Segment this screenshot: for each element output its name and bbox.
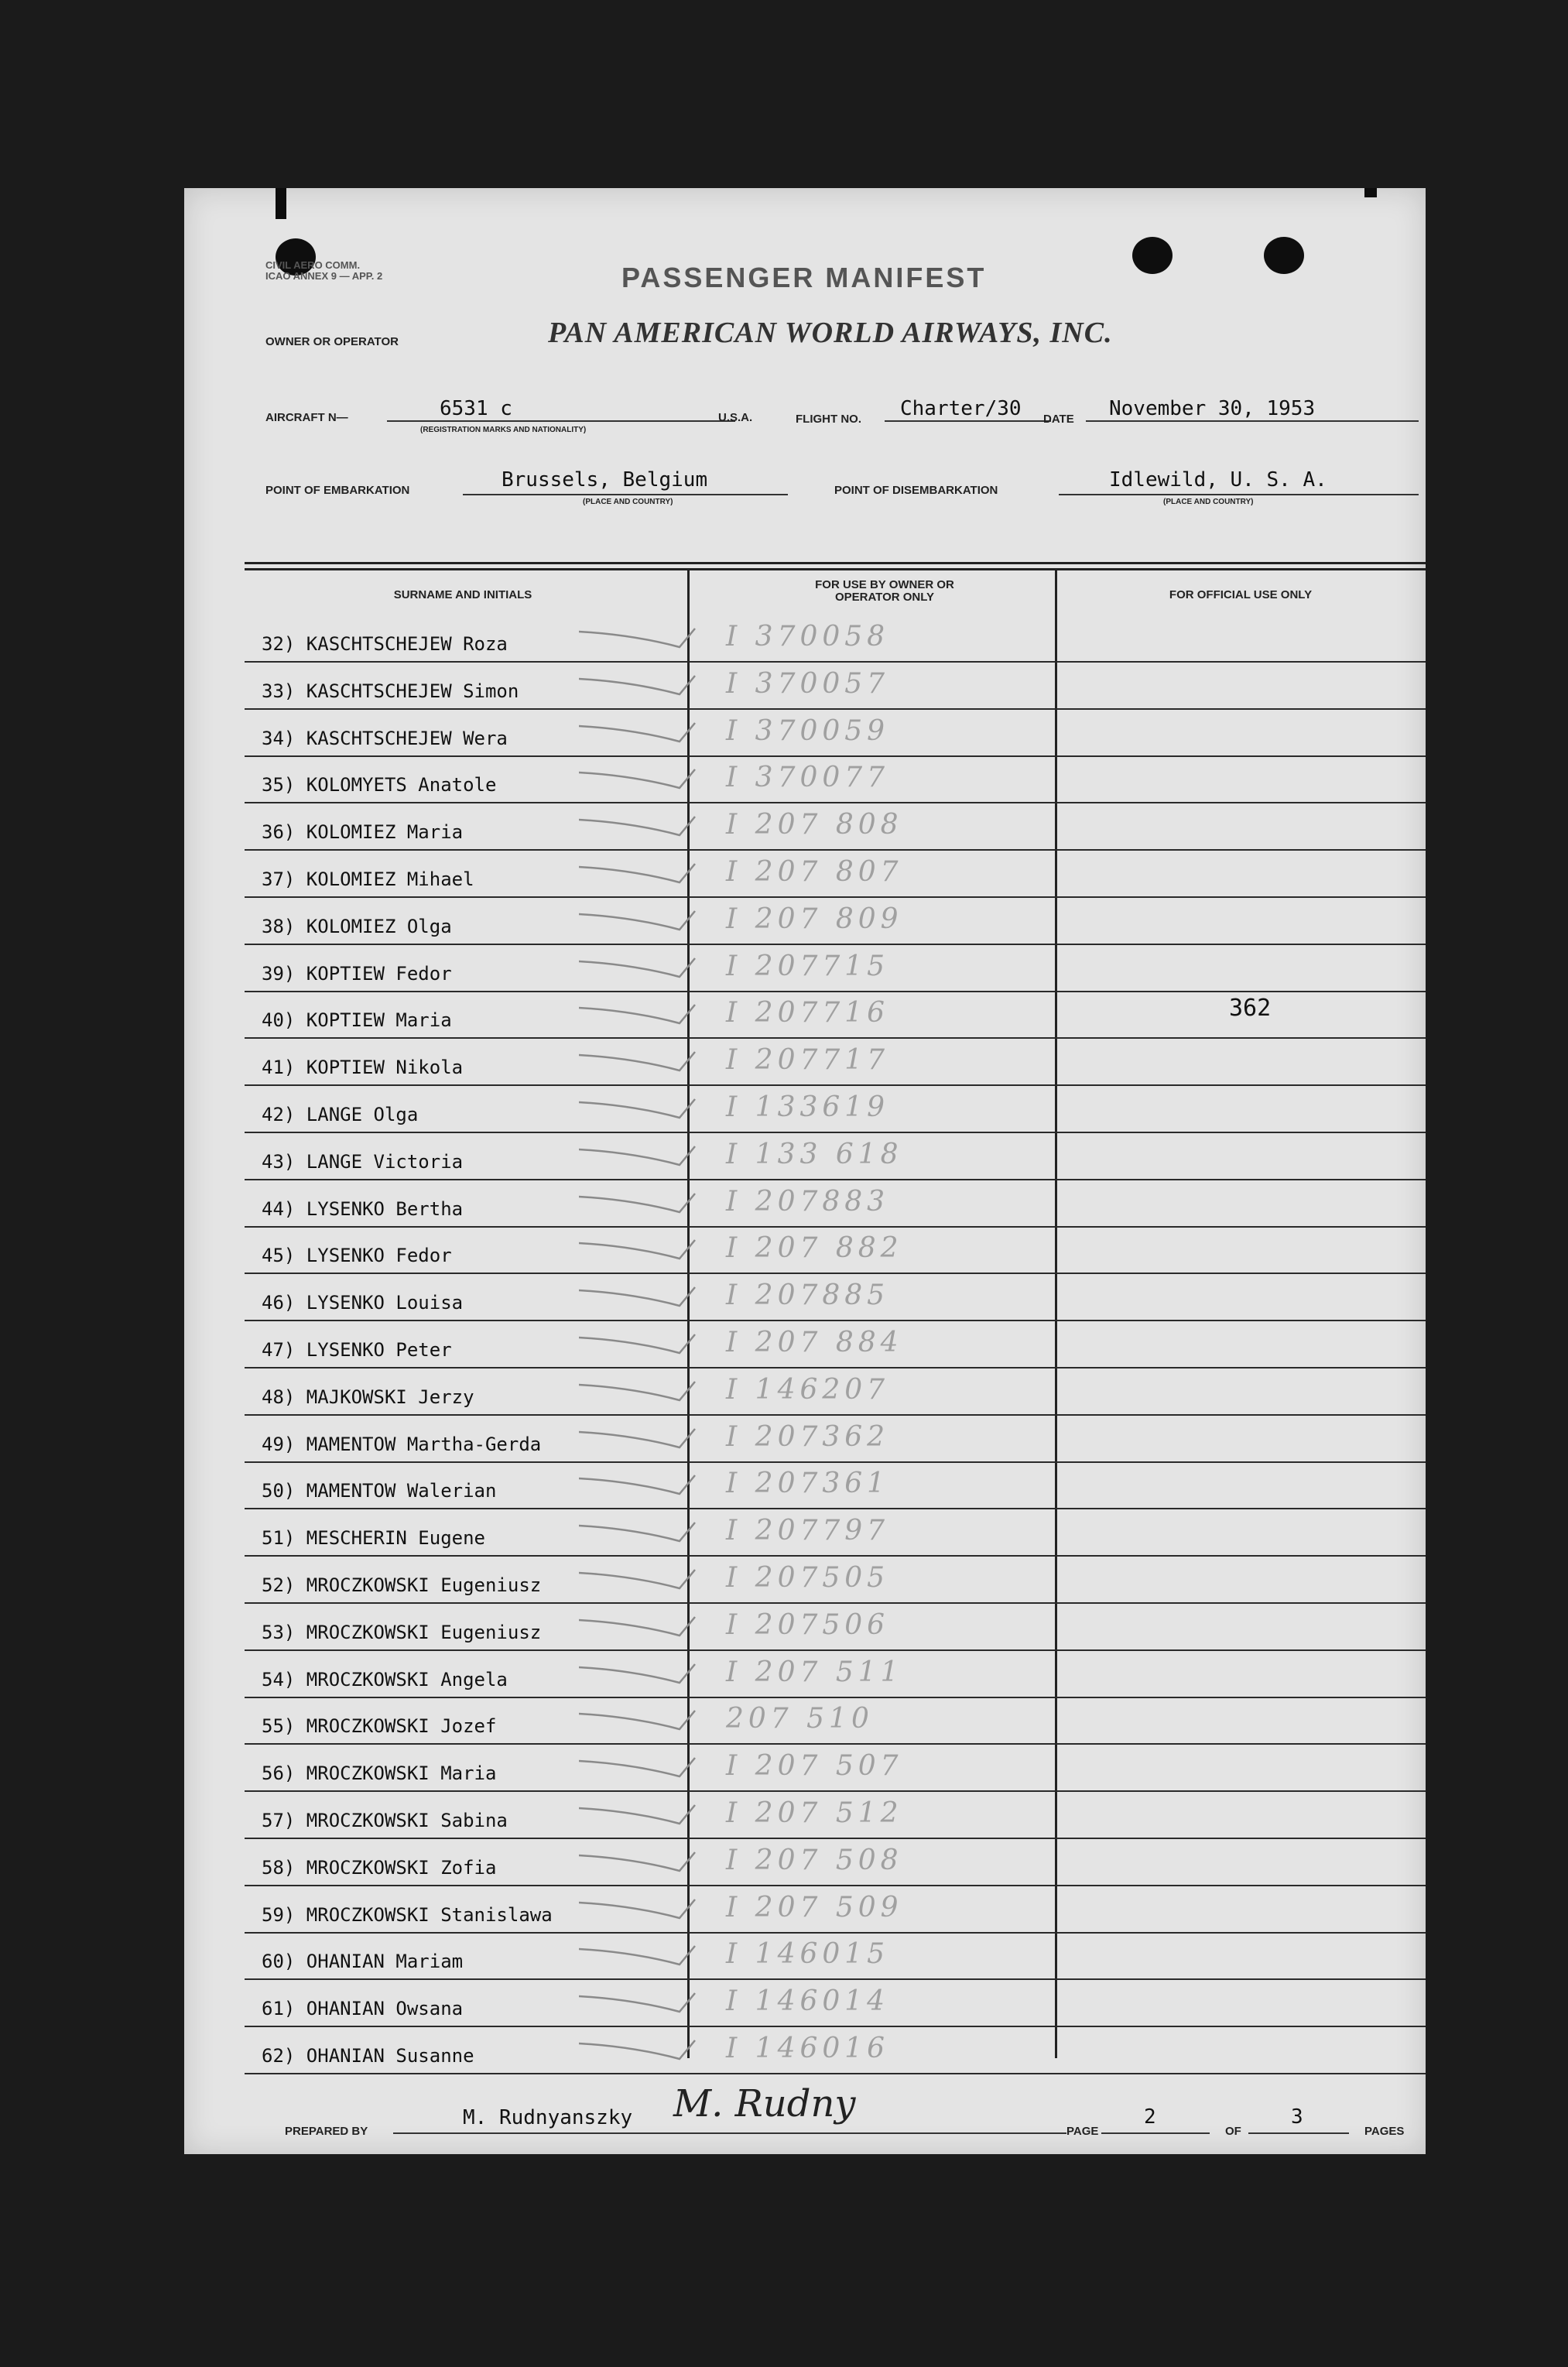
check-mark-icon: [579, 1944, 703, 1968]
row-rule: [245, 802, 1426, 803]
row-rule: [245, 1697, 1426, 1698]
passenger-name: 51) MESCHERIN Eugene: [262, 1527, 485, 1550]
check-mark-icon: [579, 1427, 703, 1451]
row-rule: [245, 2073, 1426, 2074]
ink-speck: [1364, 188, 1377, 197]
check-mark-icon: [579, 768, 703, 791]
operator-number: I 146014: [726, 1985, 890, 2018]
passenger-name: 35) KOLOMYETS Anatole: [262, 774, 497, 796]
of-label: OF: [1225, 2125, 1241, 2138]
pages-label: PAGES: [1364, 2125, 1405, 2138]
flight-date: November 30, 1953: [1109, 397, 1316, 420]
flight-label: FLIGHT NO.: [796, 413, 861, 426]
row-rule: [245, 944, 1426, 945]
row-rule: [245, 1649, 1426, 1651]
check-mark-icon: [579, 1145, 703, 1168]
embarkation-label: POINT OF EMBARKATION: [265, 484, 410, 497]
check-mark-icon: [579, 1050, 703, 1074]
operator-number: I 146015: [726, 1938, 890, 1971]
check-mark-icon: [579, 1003, 703, 1026]
check-mark-icon: [579, 674, 703, 697]
aircraft-label: AIRCRAFT N—: [265, 411, 348, 424]
operator-number: I 207 884: [726, 1327, 903, 1358]
check-mark-icon: [579, 957, 703, 980]
row-rule: [245, 1790, 1426, 1792]
header-official: FOR OFFICIAL USE ONLY: [1169, 588, 1313, 601]
form-reference: [265, 260, 382, 282]
flight-underline: [885, 420, 1051, 422]
header-operator: FOR USE BY OWNER OR OPERATOR ONLY: [815, 578, 954, 604]
operator-number: I 207 512: [726, 1797, 903, 1829]
passenger-name: 53) MROCZKOWSKI Eugeniusz: [262, 1621, 542, 1643]
row-rule: [245, 1885, 1426, 1886]
check-mark-icon: [579, 1992, 703, 2015]
passenger-name: 62) OHANIAN Susanne: [262, 2045, 474, 2067]
check-mark-icon: [579, 1709, 703, 1732]
row-rule: [245, 1555, 1426, 1557]
column-divider: [1055, 568, 1057, 2058]
operator-number: I 207 807: [726, 856, 903, 888]
row-rule: [245, 849, 1426, 851]
row-rule: [245, 755, 1426, 757]
check-mark-icon: [579, 1804, 703, 1827]
check-mark-icon: [579, 1898, 703, 1921]
passenger-name: 54) MROCZKOWSKI Angela: [262, 1668, 508, 1690]
table-top-rule: [245, 568, 1426, 570]
check-mark-icon: [579, 1756, 703, 1780]
passenger-name: 59) MROCZKOWSKI Stanislawa: [262, 1903, 553, 1926]
date-label: DATE: [1043, 413, 1074, 426]
passenger-name: 46) LYSENKO Louisa: [262, 1292, 464, 1314]
column-divider: [687, 568, 690, 2058]
prepared-underline: [393, 2132, 1066, 2134]
page-label: PAGE: [1066, 2125, 1099, 2138]
date-underline: [1086, 420, 1419, 422]
header-surname: SURNAME AND INITIALS: [393, 588, 532, 601]
row-rule: [245, 1084, 1426, 1086]
operator-number: I 146016: [726, 2033, 890, 2064]
row-rule: [245, 708, 1426, 710]
check-mark-icon: [579, 1098, 703, 1121]
row-rule: [245, 1461, 1426, 1463]
embarkation-underline: [463, 494, 788, 495]
total-pages: 3: [1291, 2105, 1303, 2129]
embarkation-sublabel: (PLACE AND COUNTRY): [583, 498, 673, 506]
row-rule: [245, 661, 1426, 663]
operator-number: I 207 508: [726, 1844, 903, 1876]
passenger-name: 55) MROCZKOWSKI Jozef: [262, 1715, 497, 1738]
operator-number: I 207797: [726, 1515, 890, 1547]
passenger-name: 43) LANGE Victoria: [262, 1150, 464, 1173]
operator-number: I 207716: [726, 997, 890, 1029]
passenger-name: 61) OHANIAN Owsana: [262, 1998, 464, 2020]
passenger-name: 60) OHANIAN Mariam: [262, 1951, 464, 1973]
check-mark-icon: [579, 721, 703, 745]
row-rule: [245, 1179, 1426, 1180]
check-mark-icon: [579, 862, 703, 885]
passenger-name: 41) KOPTIEW Nikola: [262, 1057, 464, 1079]
nation-label: U.S.A.: [718, 411, 753, 424]
disembarkation-underline: [1059, 494, 1419, 495]
row-rule: [245, 1132, 1426, 1133]
operator-number: I 370058: [726, 621, 890, 653]
operator-number: I 207 509: [726, 1891, 903, 1923]
passenger-name: 57) MROCZKOWSKI Sabina: [262, 1810, 508, 1831]
operator-number: I 370077: [726, 762, 890, 794]
signature: M. Rudny: [673, 2082, 856, 2126]
prepared-label: PREPARED BY: [285, 2125, 368, 2138]
owner-label: OWNER OR OPERATOR: [265, 335, 399, 348]
passenger-name: 50) MAMENTOW Walerian: [262, 1480, 497, 1502]
passenger-name: 40) KOPTIEW Maria: [262, 1009, 452, 1032]
check-mark-icon: [579, 909, 703, 933]
passenger-name: 58) MROCZKOWSKI Zofia: [262, 1856, 497, 1879]
prepared-by: M. Rudnyanszky: [463, 2106, 633, 2129]
operator-number: I 146207: [726, 1373, 890, 1406]
manifest-title: PASSENGER MANIFEST: [621, 262, 987, 293]
check-mark-icon: [579, 1521, 703, 1544]
passenger-name: 38) KOLOMIEZ Olga: [262, 915, 452, 937]
passenger-name: 56) MROCZKOWSKI Maria: [262, 1762, 497, 1785]
operator-number: I 207717: [726, 1044, 890, 1077]
aircraft-value: 6531 c: [440, 397, 512, 420]
operator-number: I 207362: [726, 1420, 890, 1453]
passenger-name: 32) KASCHTSCHEJEW Roza: [262, 633, 508, 655]
row-rule: [245, 1932, 1426, 1934]
form-reference-line: CIVIL AERO COMM.: [265, 259, 361, 271]
row-rule: [245, 1414, 1426, 1416]
operator-number: I 207885: [726, 1279, 890, 1312]
disembarkation-sublabel: (PLACE AND COUNTRY): [1163, 498, 1254, 506]
manifest-page: [184, 188, 1426, 2154]
punch-hole: [1132, 237, 1173, 274]
aircraft-underline: [387, 420, 735, 422]
operator-number: I 370059: [726, 714, 890, 747]
row-rule: [245, 1838, 1426, 1839]
operator-number: I 133 618: [726, 1138, 903, 1170]
check-mark-icon: [579, 815, 703, 838]
passenger-name: 37) KOLOMIEZ Mihael: [262, 868, 474, 890]
passenger-name: 36) KOLOMIEZ Maria: [262, 821, 464, 844]
operator-number: I 207 808: [726, 809, 903, 841]
check-mark-icon: [579, 1474, 703, 1497]
row-rule: [245, 1743, 1426, 1745]
passenger-name: 45) LYSENKO Fedor: [262, 1245, 452, 1267]
operator-number: I 207 511: [726, 1656, 903, 1688]
operator-number: I 133619: [726, 1091, 890, 1123]
operator-number: I 207883: [726, 1185, 890, 1218]
punch-hole: [1264, 237, 1304, 274]
row-rule: [245, 1226, 1426, 1228]
passenger-name: 42) LANGE Olga: [262, 1104, 419, 1125]
row-rule: [245, 991, 1426, 992]
aircraft-sublabel: (REGISTRATION MARKS AND NATIONALITY): [420, 426, 587, 434]
row-rule: [245, 1508, 1426, 1509]
row-rule: [245, 1320, 1426, 1321]
row-rule: [245, 1978, 1426, 1980]
passenger-name: 47) LYSENKO Peter: [262, 1339, 452, 1361]
embarkation-value: Brussels, Belgium: [502, 468, 708, 492]
passenger-name: 34) KASCHTSCHEJEW Wera: [262, 727, 508, 749]
page-underline: [1101, 2132, 1210, 2134]
operator-number: I 207361: [726, 1468, 890, 1500]
check-mark-icon: [579, 1380, 703, 1403]
operator-number: I 207506: [726, 1608, 890, 1641]
check-mark-icon: [579, 1568, 703, 1591]
operator-number: I 370057: [726, 667, 890, 700]
ink-speck: [276, 188, 286, 219]
row-rule: [245, 1602, 1426, 1604]
operator-number: 207 510: [726, 1703, 874, 1735]
operator-number: I 207 809: [726, 903, 903, 935]
form-reference-line: ICAO ANNEX 9 — APP. 2: [265, 270, 383, 282]
check-mark-icon: [579, 1333, 703, 1356]
check-mark-icon: [579, 1286, 703, 1309]
total-underline: [1248, 2132, 1349, 2134]
row-rule: [245, 2026, 1426, 2027]
operator-number: I 207 882: [726, 1232, 903, 1265]
check-mark-icon: [579, 1663, 703, 1686]
check-mark-icon: [579, 1238, 703, 1262]
row-rule: [245, 896, 1426, 898]
passenger-name: 49) MAMENTOW Martha-Gerda: [262, 1433, 542, 1455]
check-mark-icon: [579, 1192, 703, 1215]
row-rule: [245, 1273, 1426, 1274]
check-mark-icon: [579, 1851, 703, 1874]
passenger-name: 48) MAJKOWSKI Jerzy: [262, 1386, 474, 1408]
check-mark-icon: [579, 627, 703, 650]
operator-number: I 207505: [726, 1562, 890, 1594]
passenger-name: 33) KASCHTSCHEJEW Simon: [262, 680, 519, 702]
operator-number: I 207 507: [726, 1750, 903, 1783]
passenger-name: 39) KOPTIEW Fedor: [262, 962, 452, 985]
operator-name: PAN AMERICAN WORLD AIRWAYS, INC.: [548, 317, 1113, 349]
passenger-name: 52) MROCZKOWSKI Eugeniusz: [262, 1574, 542, 1596]
row-rule: [245, 1367, 1426, 1368]
check-mark-icon: [579, 1615, 703, 1639]
check-mark-icon: [579, 2039, 703, 2062]
official-note: 362: [1229, 995, 1272, 1022]
table-top-rule: [245, 562, 1426, 564]
disembarkation-label: POINT OF DISEMBARKATION: [834, 484, 998, 497]
passenger-name: 44) LYSENKO Bertha: [262, 1197, 464, 1220]
operator-number: I 207715: [726, 950, 890, 982]
page-number: 2: [1144, 2105, 1156, 2129]
row-rule: [245, 1037, 1426, 1039]
disembarkation-value: Idlewild, U. S. A.: [1109, 468, 1327, 492]
flight-number: Charter/30: [900, 397, 1022, 420]
